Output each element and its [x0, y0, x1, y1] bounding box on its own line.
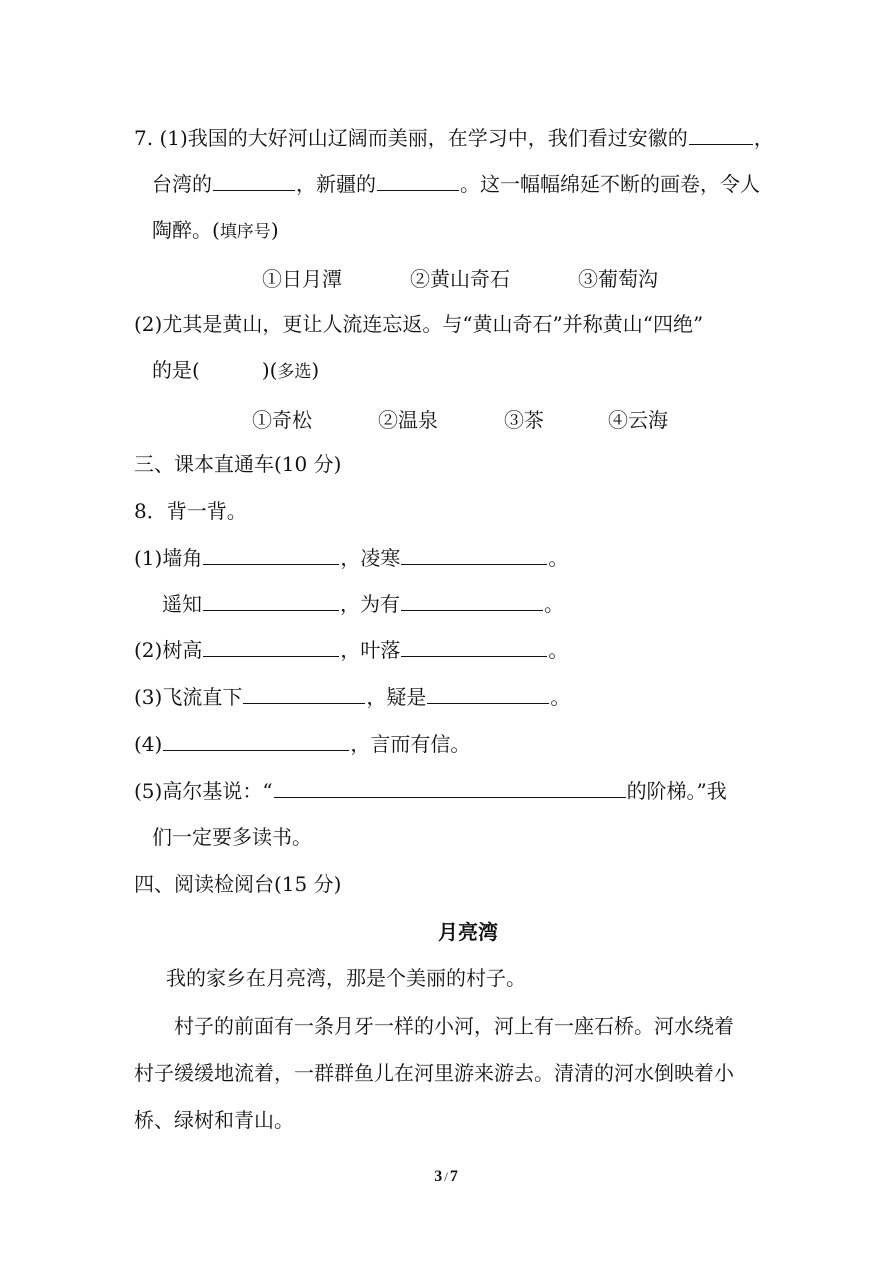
answer-blank[interactable]	[203, 544, 339, 565]
reading-paragraph-1: 我的家乡在月亮湾，那是个美丽的村子。	[166, 966, 526, 990]
q8-line2: 遥知 ，为有 。	[162, 592, 564, 616]
answer-blank[interactable]	[377, 170, 459, 191]
answer-blank[interactable]	[401, 544, 547, 565]
answer-blank[interactable]	[243, 683, 365, 704]
q7-line1: 7. (1)我国的大好河山辽阔而美丽，在学习中，我们看过安徽的 ，	[134, 126, 774, 150]
page-number: 3 / 7	[434, 1168, 458, 1185]
q7-part2-line1: (2)尤其是黄山，更让人流连忘返。与“黄山奇石”并称黄山“四绝”	[134, 312, 704, 336]
answer-blank[interactable]	[689, 124, 753, 145]
reading-paragraph-2-line2: 村子缓缓地流着，一群群鱼儿在河里游来游去。清清的河水倒映着小	[134, 1061, 734, 1085]
reading-paragraph-2-line1: 村子的前面有一条月牙一样的小河，河上有一座石桥。河水绕着	[174, 1014, 734, 1038]
q7-line3: 陶醉。(填序号)	[152, 218, 279, 242]
section-heading: 四、阅读检阅台(15 分)	[134, 872, 342, 896]
answer-blank[interactable]	[203, 636, 339, 657]
answer-blank[interactable]	[401, 590, 543, 611]
option-item: ③茶	[504, 408, 544, 432]
answer-blank[interactable]	[203, 590, 339, 611]
option-item: ③葡萄沟	[578, 267, 658, 291]
q8-line7: 们一定要多读书。	[152, 825, 312, 849]
q7-part2-line2: 的是( )(多选)	[152, 358, 320, 382]
option-item: ①日月潭	[262, 267, 342, 291]
reading-paragraph-2-line3: 桥、绿树和青山。	[134, 1108, 294, 1132]
option-item: ②温泉	[378, 408, 438, 432]
answer-blank[interactable]	[401, 636, 547, 657]
option-item: ②黄山奇石	[410, 267, 510, 291]
answer-blank[interactable]	[163, 730, 349, 751]
q7-line2: 台湾的 ，新疆的 。这一幅幅绵延不断的画卷，令人	[152, 172, 760, 196]
q8-line1: (1)墙角 ，凌寒 。	[134, 546, 569, 570]
answer-blank[interactable]	[213, 170, 295, 191]
q8-line3: (2)树高 ，叶落 。	[134, 638, 569, 662]
option-item: ④云海	[608, 408, 668, 432]
option-item: ①奇松	[252, 408, 312, 432]
section-heading: 三、课本直通车(10 分)	[134, 452, 342, 476]
q8-line4: (3)飞流直下 ，疑是 。	[134, 685, 571, 709]
answer-blank[interactable]	[427, 683, 549, 704]
q8-line6: (5)高尔基说：“ 的阶梯。”我	[134, 779, 727, 803]
reading-title: 月亮湾	[438, 920, 498, 944]
q8-line5: (4) ，言而有信。	[134, 732, 471, 756]
answer-blank[interactable]	[274, 777, 626, 798]
q8-title: 8．背一背。	[134, 499, 247, 523]
